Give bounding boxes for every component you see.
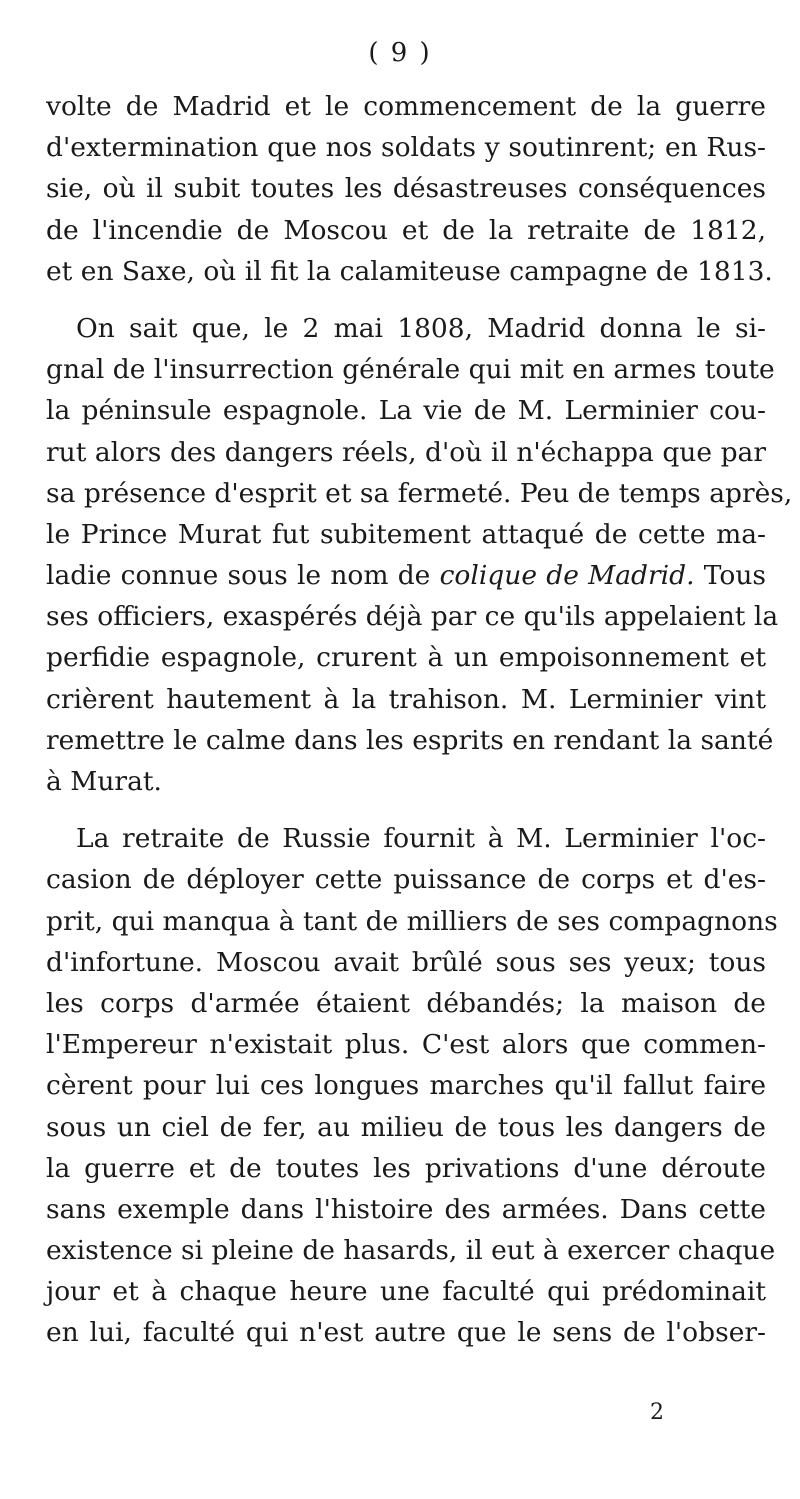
text-line: La retraite de Russie fournit à M. Lerminier l'oc- (76, 823, 766, 855)
text-line: la guerre et de toutes les privations d'une déroute (46, 1152, 766, 1184)
text-line: On sait que, le 2 mai 1808, Madrid donna le si- (76, 312, 766, 344)
text-line: volte de Madrid et le commencement de la guerre (46, 91, 766, 122)
body-text (46, 86, 793, 1354)
page-number: ( 9 ) (368, 38, 432, 68)
signature-mark: 2 (650, 1400, 664, 1425)
text-line-with-italic (46, 555, 766, 596)
text-line: crièrent hautement à la trahison. M. Lerminier vint (46, 683, 766, 715)
paragraph-1 (46, 86, 773, 292)
text-line: sie, où il subit toutes les désastreuses conséquences (46, 173, 766, 205)
text-line: gnal de l'insurrection générale qui mit en armes toute (46, 354, 775, 386)
italic-phrase: colique de Madrid. (439, 560, 695, 592)
text-line: jour et à chaque heure une faculté qui prédominait (46, 1276, 766, 1308)
text-line: le Prince Murat fut subitement attaqué de cette ma- (46, 518, 766, 550)
text-line: perfidie espagnole, crurent à un empoisonnement et (46, 642, 766, 674)
text-line: casion de déployer cette puissance de corps et d'es- (46, 864, 766, 896)
text-line: rut alors des dangers réels, d'où il n'échappa que par (46, 436, 766, 468)
text-line: remettre le calme dans les esprits en rendant la santé (46, 724, 774, 756)
text-line: à Murat. (46, 766, 162, 797)
text-line: sa présence d'esprit et sa fermeté. Peu de temps après, (46, 477, 793, 509)
text-fragment: Tous (694, 560, 766, 592)
paragraph-gap (46, 292, 766, 308)
text-line: prit, qui manqua à tant de milliers de ses compagnons (46, 905, 778, 937)
text-line: sous un ciel de fer, au milieu de tous les dangers de (46, 1111, 766, 1143)
paragraph-3 (46, 818, 778, 1353)
text-line: ses officiers, exaspérés déjà par ce qu'ils appelaient la (46, 601, 779, 633)
text-line: cèrent pour lui ces longues marches qu'il fallut faire (46, 1070, 766, 1102)
text-line: et en Saxe, où il fit la calamiteuse campagne de 1813. (46, 255, 773, 287)
text-line: de l'incendie de Moscou et de la retraite de 1812, (46, 214, 766, 246)
text-line: la péninsule espagnole. La vie de M. Lerminier cou- (46, 395, 766, 427)
text-line: d'infortune. Moscou avait brûlé sous ses yeux; tous (46, 946, 766, 978)
text-line: en lui, faculté qui n'est autre que le sens de l'obser- (46, 1317, 766, 1349)
text-line: existence si pleine de hasards, il eut à exercer chaque (46, 1235, 776, 1267)
paragraph-gap (46, 802, 766, 818)
text-line: d'extermination que nos soldats y soutinrent; en Rus- (46, 132, 766, 164)
text-line: les corps d'armée étaient débandés; la maison de (46, 987, 766, 1019)
text-line: l'Empereur n'existait plus. C'est alors que commen- (46, 1029, 766, 1061)
paragraph-2 (46, 308, 793, 802)
text-fragment: ladie connue sous le nom de (46, 560, 440, 592)
text-line: sans exemple dans l'histoire des armées. Dans cette (46, 1193, 766, 1225)
